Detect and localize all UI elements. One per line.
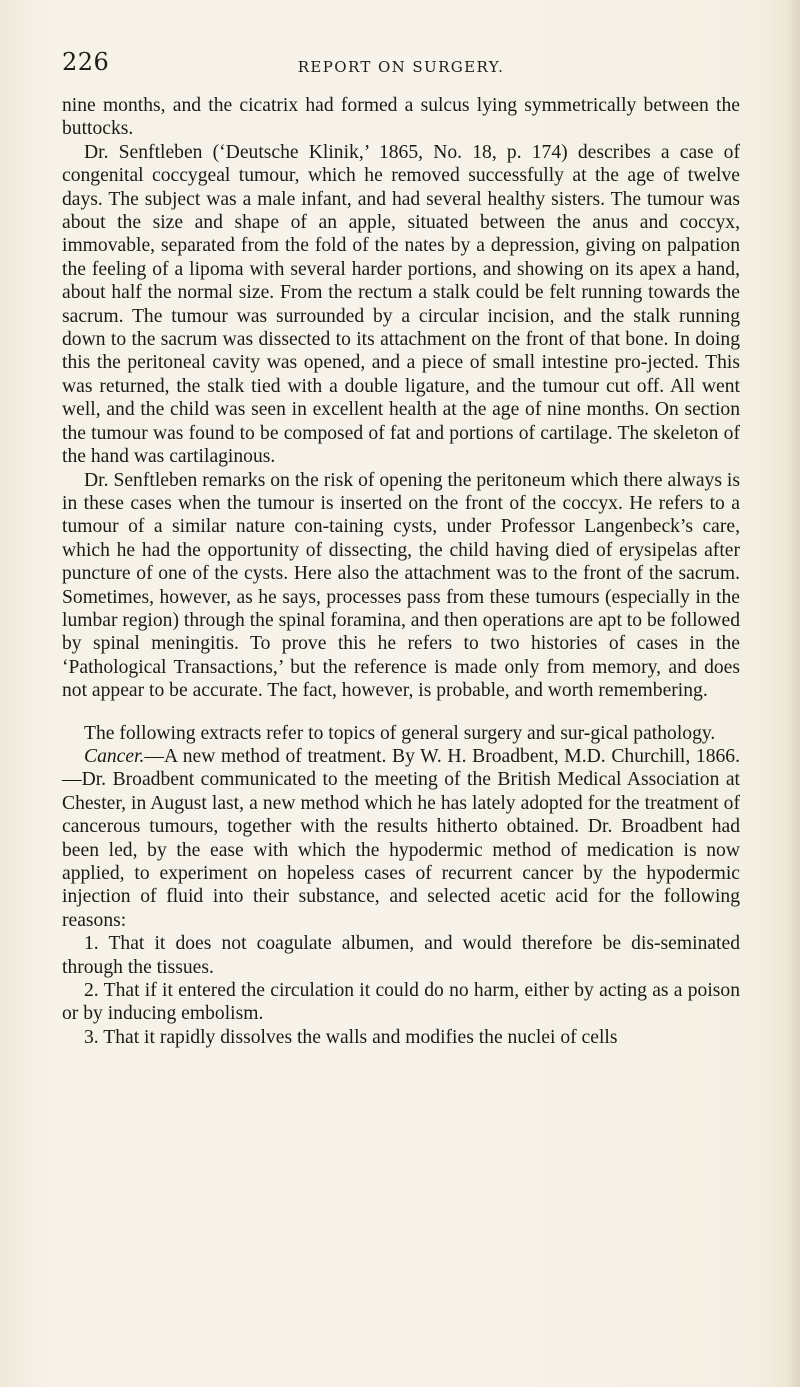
paragraph-senftleben-remarks: Dr. Senftleben remarks on the risk of opening the peritoneum which there always is in these cases when the tumour is inserted on the front of the coccyx. He refers to a tumour of a similar nature con-taining cysts, under Professor Langenbeck’s care, which he had the opportunity of dissecting, the child having died of erysipelas after puncture of one of the cysts. Here also the attachment was to the front of the sacrum. Sometimes, however, as he says, processes pass from these tumours (especially in the lumbar region) through the spinal foramina, and then operations are apt to be followed by spinal meningitis. To prove this he refers to two histories of cases in the ‘Pathological Transactions,’ but the reference is made only from memory, and does not appear to be accurate. The fact, however, is probable, and worth remembering.: [62, 469, 740, 702]
paragraph-cancer: [62, 745, 740, 932]
paragraph-general-surgery-intro: The following extracts refer to topics of general surgery and sur-gical pathology.: [84, 722, 716, 744]
body-text: [62, 94, 740, 1049]
page-number: 226: [62, 48, 110, 76]
page-header: [62, 48, 740, 82]
reason-item-3: 3. That it rapidly dissolves the walls and modifies the nuclei of cells: [84, 1026, 618, 1048]
reason-item-2: 2. That if it entered the circulation it could do no harm, either by acting as a poison or by inducing embolism.: [62, 980, 740, 1025]
running-head: REPORT ON SURGERY.: [297, 58, 505, 76]
cancer-heading: Cancer.: [84, 745, 145, 767]
page-edge-shadow: [786, 0, 800, 1387]
cancer-text: —A new method of treatment. By W. H. Broadbent, M.D. Churchill, 1866.—Dr. Broadbent communicated to the meeting of the British Medical Association at Chester, in August last, a new method which he has lately adopted for the treatment of cancerous tumours, together with the results hitherto obtained. Dr. Broadbent had been led, by the ease with which the hypodermic method of medication is now applied, to experiment on hopeless cases of recurrent cancer by the hypodermic injection of fluid into their substance, and selected acetic acid for the following reasons:: [62, 745, 740, 931]
reason-item-1: 1. That it does not coagulate albumen, and would therefore be dis-seminated through the tissues.: [62, 933, 740, 978]
paragraph-continuation: nine months, and the cicatrix had formed a sulcus lying symmetrically between the buttocks.: [62, 95, 740, 140]
paragraph-senftleben-case: Dr. Senftleben (‘Deutsche Klinik,’ 1865, No. 18, p. 174) describes a case of congenital coccygeal tumour, which he removed successfully at the age of twelve days. The subject was a male infant, and had several healthy sisters. The tumour was about the size and shape of an apple, situated between the anus and coccyx, immovable, separated from the fold of the nates by a depression, giving on palpation the feeling of a lipoma with several harder portions, and showing on its apex a hand, about half the normal size. From the rectum a stalk could be felt running towards the sacrum. The tumour was surrounded by a circular incision, and the stalk running down to the sacrum was dissected to its attachment on the front of that bone. In doing this the peritoneal cavity was opened, and a piece of small intestine pro-jected. This was returned, the stalk tied with a double ligature, and the tumour cut off. All went well, and the child was seen in excellent health at the age of nine months. On section the tumour was found to be composed of fat and portions of cartilage. The skeleton of the hand was cartilaginous.: [62, 141, 740, 468]
